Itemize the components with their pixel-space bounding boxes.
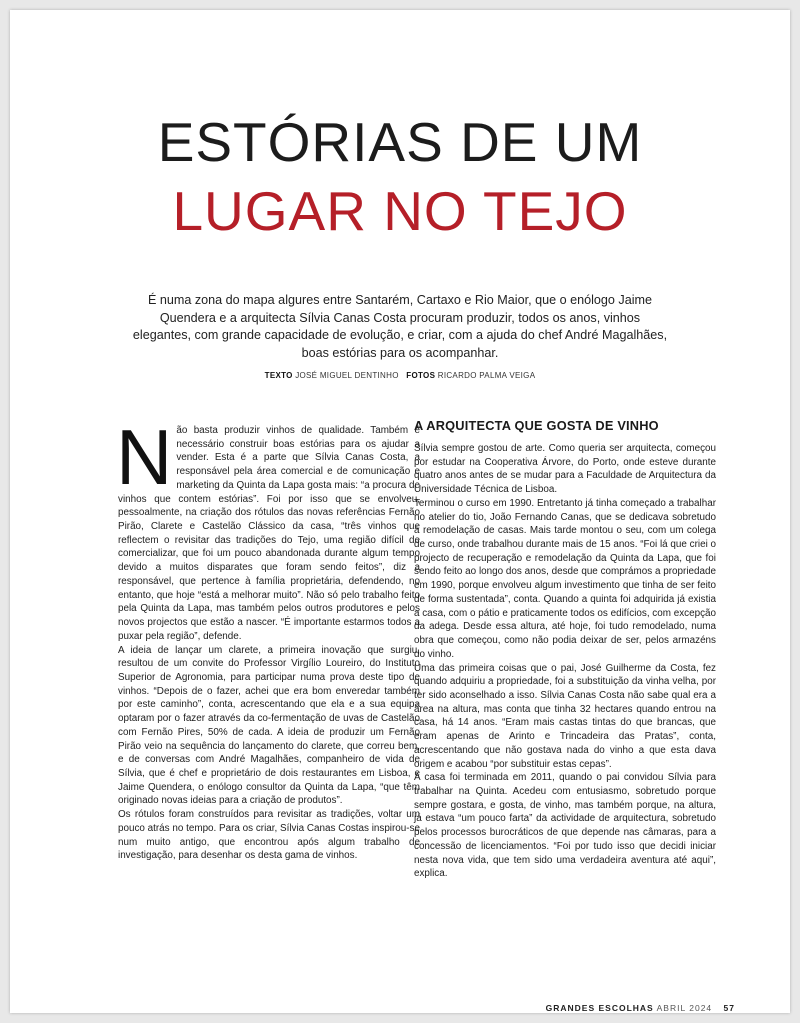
page-number: 57 [723, 1003, 735, 1013]
left-column [116, 413, 420, 863]
body-paragraph-7: A casa foi terminada em 2011, quando o pai convidou Sílvia para trabalhar na Quinta. Acedeu com entusiasmo, sobretudo porque sempre gostara, e gosta, de vinho, mas também porque, na altura, já estava “um pouco farta” da actividade de arquitectura, sobretudo pelos processos burocráticos de que depende nas câmaras, para a concessão de licenciamentos. “Foi por tudo isso que decidi iniciar nesta nova vida, que tem sido uma verdadeira aventura até aqui”, explica. [414, 772, 716, 880]
body-paragraph-1 [116, 413, 420, 644]
body-paragraph-4: Sílvia sempre gostou de arte. Como queria ser arquitecta, começou por estudar na Cooperativa Árvore, do Porto, onde esteve durante quatro anos antes de se mudar para a Faculdade de Arquitectura da Universidade Técnica de Lisboa. [414, 443, 716, 496]
text-credit-name: JOSÉ MIGUEL DENTINHO [295, 371, 399, 380]
body-paragraph-1-text: ão basta produzir vinhos de qualidade. Também é necessário construir boas estórias para os ajudar a vender. Esta é a parte que Sílvia Canas Costa, a responsável pela área comercial e de comunicação e marketing da Quinta da Lapa gosta mais: “a procura de vinhos que contem estórias”. Foi por isso que se envolveu, pessoalmente, na criação dos rótulos das novas referências Fernão Pirão, Clarete e Castelão Clássico da casa, “três vinhos que reflectem o revisitar das tradições do Tejo, uma região difícil de comercializar, que foi um pouco abandonada durante algum tempo devido a muitos disparates que foram sendo feitos”, diz a responsável, que pertence à família proprietária, defendendo, no entanto, que hoje “está a melhorar muito”. Não só pelo trabalho feito pela Quinta da Lapa, mas também pelos outros produtores e pelos novos projectos que estão a nascer. “É importante estarmos todos a puxar pela região”, defende. [118, 425, 420, 642]
body-paragraph-2: A ideia de lançar um clarete, a primeira inovação que surgiu, resultou de um convite do Professor Virgílio Loureiro, do Instituto Superior de Agronomia, para participar numa prova deste tipo de vinhos. “Depois de o fazer, achei que era bom enveredar também por este caminho”, conta, acrescentando que ela e a sua equipa optaram por o fazer através da co-fermentação de uvas de Castelão com Fernão Pires, 50% de cada. A ideia de produzir um Fernão Pirão veio na sequência do lançamento do clarete, que correu bem, e de conversas com André Magalhães, companheiro de vida de Sílvia, que é chef e proprietário de dois restaurantes em Lisboa, e Jaime Quendera, o enólogo consultor da Quinta da Lapa, “que têm originado novas ideias para a criação de produtos”. [118, 644, 420, 807]
drop-cap: N [116, 413, 173, 501]
magazine-page [10, 10, 790, 1013]
photo-credit-label: FOTOS [406, 371, 436, 380]
body-paragraph-3: Os rótulos foram construídos para revisitar as tradições, voltar um pouco atrás no tempo. Para os criar, Sílvia Canas Costas inspirou-se num muito antigo, que encontrou após algum trabalho de investigação, para desenhar os desta gama de vinhos. [118, 809, 420, 862]
page-footer [546, 1003, 735, 1013]
article-lead: É numa zona do mapa algures entre Santarém, Cartaxo e Rio Maior, que o enólogo Jaime Quendera e a arquitecta Sílvia Canas Costa procuram produzir, todos os anos, vinhos elegantes, com grande capacidade de evolução, e criar, com a ajuda do chef André Magalhães, boas estórias para os acompanhar. [132, 293, 668, 360]
body-paragraph-5: Terminou o curso em 1990. Entretanto já tinha começado a trabalhar no atelier do tio, João Fernando Canas, que se dedicava sobretudo à remodelação de casas. Mais tarde montou o seu, com um colega de curso, onde trabalhou durante mais de 15 anos. “Foi lá que criei o projecto de recuperação e remodelação da Quinta da Lapa, que foi sendo feito ao longo dos anos, desde que comprámos a propriedade em 1990, porque envolveu algum investimento que tinha de ser feito de forma sustentada”, conta. Quando a quinta foi adquirida já existia a casa, com o pátio e praticamente todos os edifícios, com excepção da adega. Desde essa altura, até hoje, foi tudo remodelado, numa obra que começou, como não podia deixar de ser, pelos armazéns do vinho. [414, 497, 716, 660]
article-title-line-1: ESTÓRIAS DE UM [157, 111, 643, 173]
issue-date: ABRIL 2024 [656, 1003, 713, 1013]
article-title-line-2: LUGAR NO TEJO [172, 180, 628, 242]
right-column [414, 442, 716, 881]
photo-credit-name: RICARDO PALMA VEIGA [437, 371, 536, 380]
article-credits [10, 371, 790, 380]
text-credit-label: TEXTO [264, 371, 293, 380]
section-heading: A ARQUITECTA QUE GOSTA DE VINHO [414, 418, 659, 433]
magazine-name: GRANDES ESCOLHAS [545, 1003, 654, 1013]
body-paragraph-6: Uma das primeira coisas que o pai, José Guilherme da Costa, fez quando adquiriu a propriedade, foi a substituição da vinha velha, por ter sido aconselhado a isso. Sílvia Canas Costa não sabe qual era a área na altura, mas conta que tinha 32 hectares quando entrou na casa, há 14 anos. “Eram mais castas tintas do que brancas, que eram apenas de Arinto e Trincadeira das Pratas”, conta, acrescentando que não gostava nada do vinho a que esta dava origem e acabou “por substituir estas cepas”. [414, 662, 716, 770]
